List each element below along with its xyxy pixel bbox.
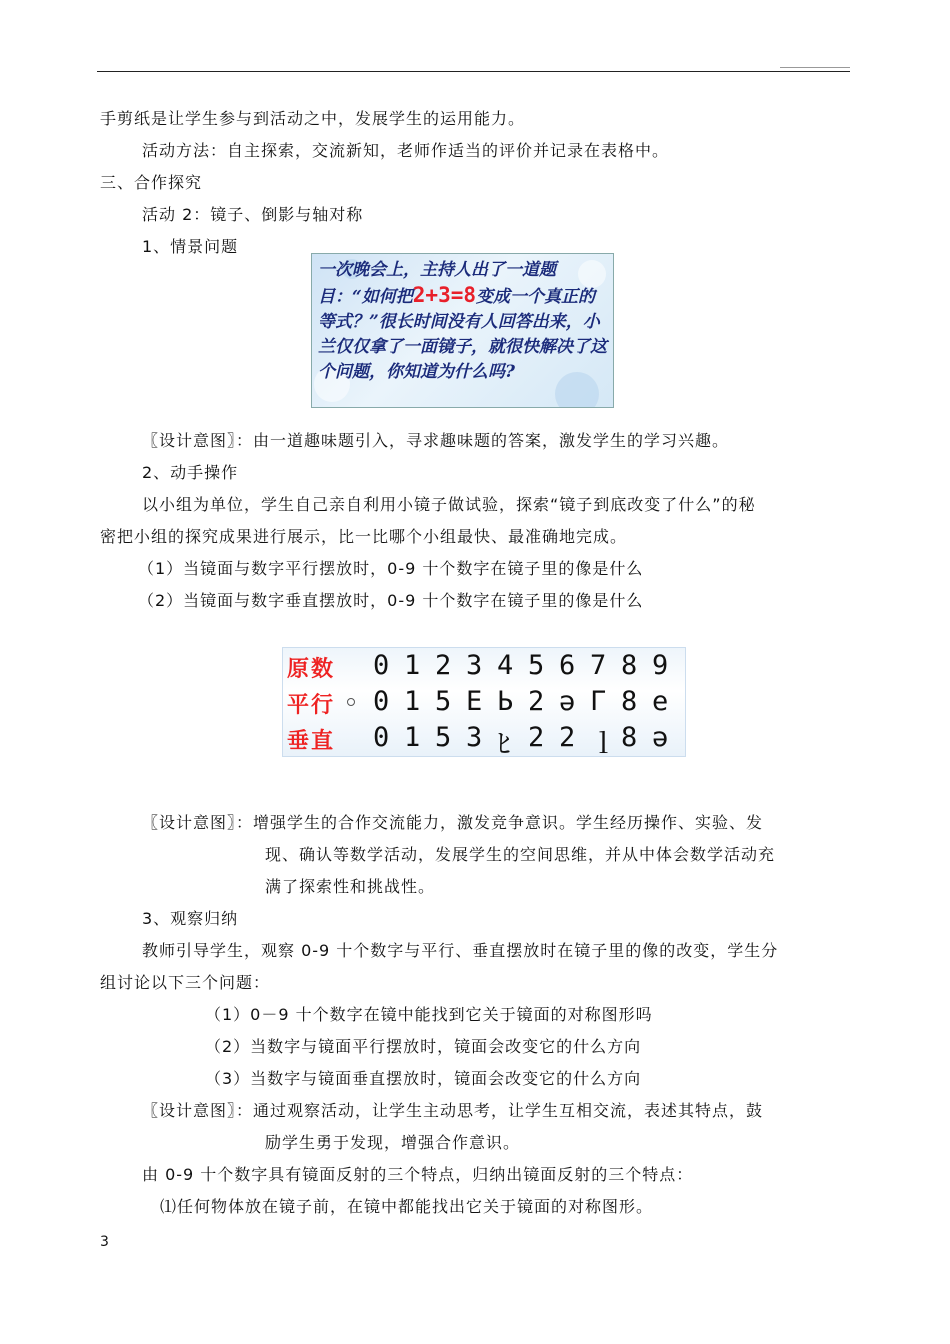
subheading: 3、观察归纳 (142, 909, 239, 928)
paragraph-line: 励学生勇于发现，增强合作意识。 (265, 1133, 521, 1152)
digit: 0 (373, 650, 390, 681)
digit: 7 (590, 650, 607, 681)
digit: 8 (621, 650, 638, 681)
paragraph-line: 组讨论以下三个问题： (100, 973, 271, 992)
digit: E (466, 686, 483, 717)
digit: ə (559, 686, 576, 717)
digit: 2 (528, 686, 545, 717)
list-item: ⑴任何物体放在镜子前，在镜中都能找出它关于镜面的对称图形。 (160, 1197, 654, 1216)
equation: 2+3=8 (412, 283, 476, 307)
story-text: 一次晚会上，主持人出了一道题目：“如何把2+3=8变成一个真正的等式？”很长时间没有人回答出来，小兰仅仅拿了一面镜子，就很快解决了这个问题，你知道为什么吗? (318, 260, 607, 382)
question-item: （2）当镜面与数字垂直摆放时，0-9 十个数字在镜子里的像是什么 (138, 591, 644, 610)
digit: 1 (404, 722, 421, 753)
page-number: 3 (100, 1234, 109, 1250)
digit: 1 (404, 650, 421, 681)
digit: 2 (435, 650, 452, 681)
row-label: 垂直 (287, 728, 336, 754)
design-intent: 〖设计意图〗：增强学生的合作交流能力，激发竞争意识。学生经历操作、实验、发 (142, 813, 764, 832)
digit: ə (652, 722, 669, 753)
paragraph-line: 密把小组的探究成果进行展示，比一比哪个小组最快、最准确地完成。 (100, 527, 628, 546)
digit: 3 (466, 722, 483, 753)
digit: 5 (528, 650, 545, 681)
question-item: （2）当数字与镜面平行摆放时，镜面会改变它的什么方向 (205, 1037, 642, 1056)
digit: 4 (497, 650, 514, 681)
question-item: （3）当数字与镜面垂直摆放时，镜面会改变它的什么方向 (205, 1069, 642, 1088)
digit: 5 (435, 722, 452, 753)
paragraph-line: 教师引导学生，观察 0-9 十个数字与平行、垂直摆放时在镜子里的像的改变，学生分 (142, 941, 779, 960)
story-picture (311, 253, 614, 408)
digit: ﾋ (497, 729, 511, 757)
digit: e (652, 686, 669, 717)
row-vertical (283, 722, 685, 755)
digit: 5 (435, 686, 452, 717)
design-intent: 〖设计意图〗：通过观察活动，让学生主动思考，让学生互相交流，表述其特点，鼓 (142, 1101, 764, 1120)
row-parallel (283, 686, 685, 719)
digit: ｌ (590, 729, 617, 757)
digit: Γ (590, 686, 607, 717)
paragraph-line: 活动方法：自主探索，交流新知，老师作适当的评价并记录在表格中。 (142, 141, 670, 160)
header-rule-short (780, 67, 850, 68)
question-item: （1）当镜面与数字平行摆放时，0-9 十个数字在镜子里的像是什么 (138, 559, 644, 578)
digit: 2 (528, 722, 545, 753)
digit: 8 (621, 722, 638, 753)
small-circle-icon (347, 698, 355, 706)
digit: 1 (404, 686, 421, 717)
section-heading: 三、合作探究 (100, 173, 203, 192)
row-original (283, 650, 685, 683)
subheading: 1、情景问题 (142, 237, 239, 256)
paragraph-line: 以小组为单位，学生自己亲自利用小镜子做试验，探索“镜子到底改变了什么”的秘 (142, 495, 756, 514)
digit: 0 (373, 722, 390, 753)
paragraph-line: 满了探索性和挑战性。 (265, 877, 436, 896)
mirror-digits-table (282, 647, 686, 757)
digit: 8 (621, 686, 638, 717)
design-intent: 〖设计意图〗：由一道趣味题引入，寻求趣味题的答案，激发学生的学习兴趣。 (142, 431, 730, 450)
digit: 9 (652, 650, 669, 681)
question-item: （1）0－9 十个数字在镜中能找到它关于镜面的对称图形吗 (205, 1005, 653, 1024)
digit: 3 (466, 650, 483, 681)
digit: 2 (559, 722, 576, 753)
row-label: 原数 (287, 656, 336, 682)
digit: Ь (497, 686, 514, 717)
paragraph-line: 手剪纸是让学生参与到活动之中，发展学生的运用能力。 (100, 109, 526, 128)
paragraph-line: 现、确认等数学活动，发展学生的空间思维，并从中体会数学活动充 (265, 845, 776, 864)
digit: 6 (559, 650, 576, 681)
subheading: 2、动手操作 (142, 463, 239, 482)
digit: 0 (373, 686, 390, 717)
row-label: 平行 (287, 692, 336, 718)
header-rule (97, 71, 850, 72)
activity-title: 活动 2：镜子、倒影与轴对称 (142, 205, 364, 224)
paragraph-line: 由 0-9 十个数字具有镜面反射的三个特点，归纳出镜面反射的三个特点： (142, 1165, 694, 1184)
